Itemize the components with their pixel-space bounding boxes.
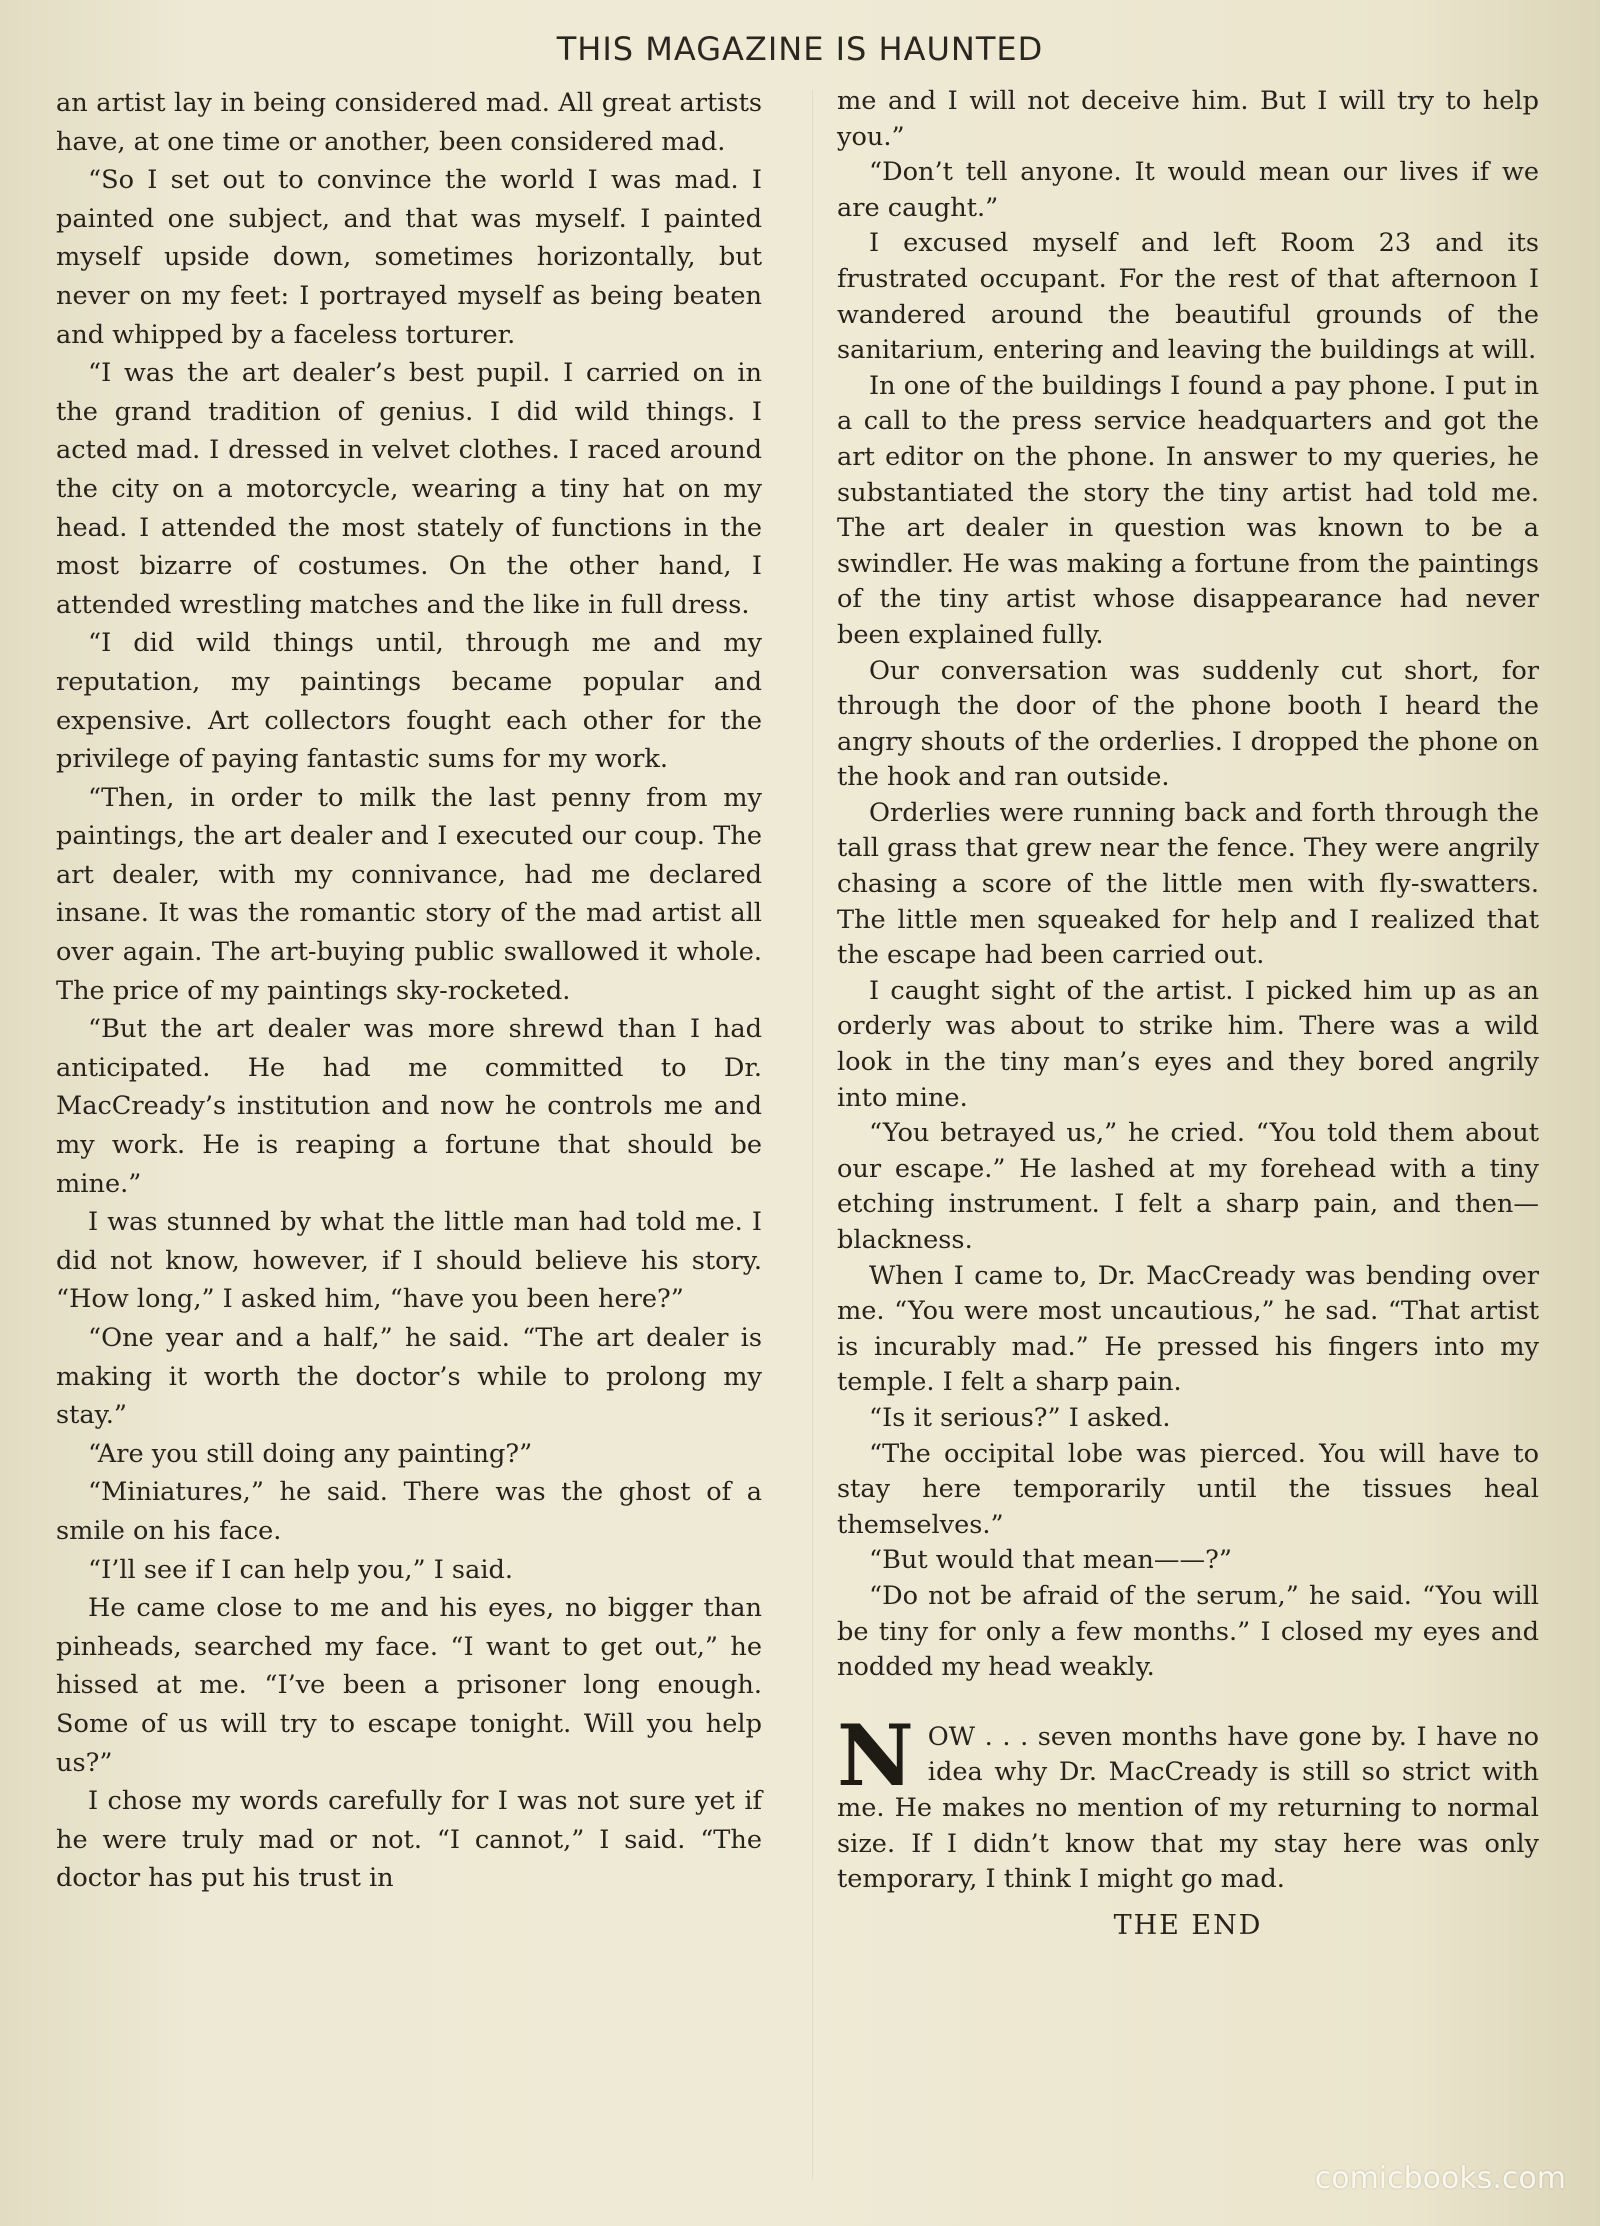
final-paragraph: [837, 1705, 1539, 1898]
paragraph: “One year and a half,” he said. “The art dealer is making it worth the doctor’s while to prolong my stay.”: [56, 1323, 762, 1431]
the-end-label: THE END: [1113, 1909, 1263, 1941]
paragraph: “The occipital lobe was pierced. You will have to stay here temporarily until the tissues heal themselves.”: [837, 1438, 1539, 1540]
paragraph: In one of the buildings I found a pay phone. I put in a call to the press service headquarters and got the art editor on the phone. In answer to my queries, he substantiated the story the tiny artist had told me. The art dealer in question was known to be a swindler. He was making a fortune from the paintings of the tiny artist whose disappearance had never been explained fully.: [837, 370, 1539, 650]
paragraph: Our conversation was suddenly cut short, for through the door of the phone booth I heard the angry shouts of the orderlies. I dropped the phone on the hook and ran outside.: [837, 655, 1539, 793]
paragraph: He came close to me and his eyes, no bigger than pinheads, searched my face. “I want to get out,” he hissed at me. “I’ve been a prisoner long enough. Some of us will try to escape tonight. Will you help us?”: [56, 1593, 762, 1778]
paragraph: Orderlies were running back and forth through the tall grass that grew near the fence. They were angrily chasing a score of the little men with fly-swatters. The little men squeaked for help and I realized that the escape had been carried out.: [837, 797, 1539, 971]
paragraph: I excused myself and left Room 23 and its frustrated occupant. For the rest of that afternoon I wandered around the beautiful grounds of the sanitarium, entering and leaving the buildings at will.: [837, 228, 1539, 366]
drop-cap: N: [837, 1705, 914, 1805]
paragraph: “You betrayed us,” he cried. “You told them about our escape.” He lashed at my forehead with a tiny etching instrument. I felt a sharp pain, and then—blackness.: [837, 1118, 1539, 1255]
paragraph: “Do not be afraid of the serum,” he said. “You will be tiny for only a few months.” I closed my eyes and nodded my head weakly.: [837, 1580, 1539, 1683]
page-header: THIS MAGAZINE IS HAUNTED: [556, 30, 1044, 68]
paragraph: “So I set out to convince the world I was mad. I painted one subject, and that was myself. I painted myself upside down, sometimes horizontally, but never on my feet: I portrayed myself as being beaten and whipped by a faceless torturer.: [56, 165, 762, 350]
paragraph: When I came to, Dr. MacCready was bending over me. “You were most uncautious,” he sad. “That artist is incurably mad.” He pressed his fingers into my temple. I felt a sharp pain.: [837, 1260, 1539, 1398]
paragraph: “Then, in order to milk the last penny from my paintings, the art dealer and I executed our coup. The art dealer, with my connivance, had me declared insane. It was the romantic story of the mad artist all over again. The art-buying public swallowed it whole. The price of my paintings sky-rocketed.: [56, 782, 762, 1006]
column-divider: [812, 90, 813, 2180]
paragraph: an artist lay in being considered mad. All great artists have, at one time or another, been considered mad.: [56, 88, 762, 157]
paragraph: “But the art dealer was more shrewd than I had anticipated. He had me committed to Dr. MacCready’s institution and now he controls me and my work. He is reaping a fortune that should be mine.”: [56, 1014, 762, 1199]
watermark: comicbooks.com: [1314, 2161, 1566, 2196]
paragraph: I chose my words carefully for I was not sure yet if he were truly mad or not. “I cannot,” I said. “The doctor has put his trust in: [56, 1786, 762, 1894]
left-column: [56, 84, 762, 1898]
paragraph: me and I will not deceive him. But I will try to help you.”: [837, 86, 1539, 152]
paragraph: “I was the art dealer’s best pupil. I carried on in the grand tradition of genius. I did wild things. I acted mad. I dressed in velvet clothes. I raced around the city on a motorcycle, wearing a tiny hat on my head. I attended the most stately of functions in the most bizarre of costumes. On the other hand, I attended wrestling matches and the like in full dress.: [56, 358, 762, 620]
paragraph: “But would that mean——?”: [869, 1545, 1232, 1576]
final-paragraph-text: OW . . . seven months have gone by. I have no idea why Dr. MacCready is still so strict with me. He makes no mention of my returning to normal size. If I didn’t know that my stay here was only temporary, I think I might go mad.: [837, 1721, 1539, 1895]
paragraph: “Don’t tell anyone. It would mean our lives if we are caught.”: [837, 157, 1539, 223]
right-column: [837, 84, 1539, 1943]
paragraph: “I did wild things until, through me and my reputation, my paintings became popular and expensive. Art collectors fought each other for the privilege of paying fantastic sums for my work.: [56, 628, 762, 775]
paragraph: I caught sight of the artist. I picked him up as an orderly was about to strike him. There was a wild look in the tiny man’s eyes and they bored angrily into mine.: [837, 975, 1539, 1113]
paragraph: “Are you still doing any painting?”: [88, 1438, 533, 1469]
paragraph: “I’ll see if I can help you,” I said.: [88, 1554, 514, 1585]
paragraph: “Is it serious?” I asked.: [869, 1402, 1171, 1433]
paragraph: “Miniatures,” he said. There was the ghost of a smile on his face.: [56, 1477, 762, 1546]
paragraph: I was stunned by what the little man had told me. I did not know, however, if I should believe his story. “How long,” I asked him, “have you been here?”: [56, 1207, 762, 1315]
